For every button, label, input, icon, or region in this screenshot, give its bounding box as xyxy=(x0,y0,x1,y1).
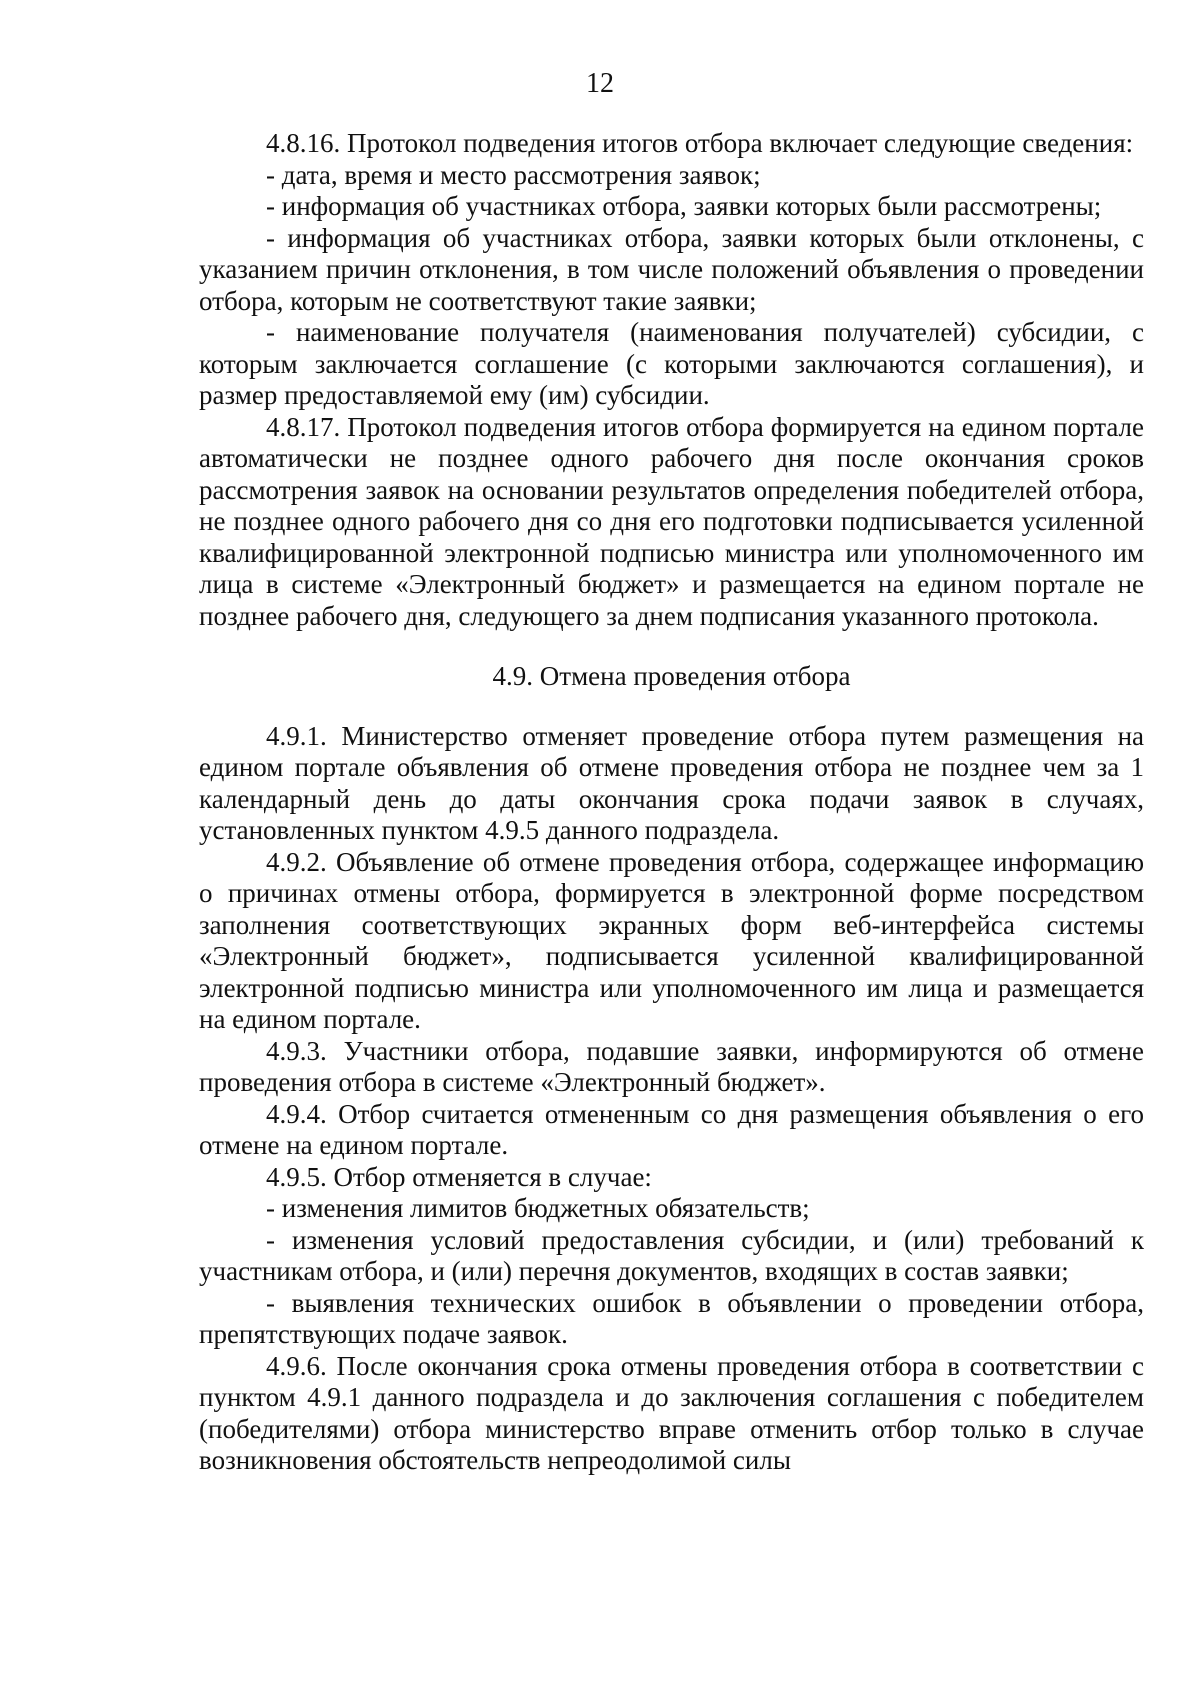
paragraph-4-9-1: 4.9.1. Министерство отменяет проведение отбора путем размещения на едином портале объявления об отмене проведения отбора не позднее чем за 1 календарный день до даты окончания срока подачи заявок в случаях, установленных пунктом 4.9.5 данного подраздела. xyxy=(199,720,1144,845)
document-body xyxy=(199,128,1144,1477)
list-item-recipient-name: - наименование получателя (наименования получателей) субсидии, с которым заключается соглашение (с которыми заключаются соглашения), и размер предоставляемой ему (им) субсидии. xyxy=(199,317,1144,410)
paragraph-4-9-2: 4.9.2. Объявление об отмене проведения отбора, содержащее информацию о причинах отмены отбора, формируется в электронной форме посредством заполнения соответствующих экранных форм веб-интерфейса системы «Электронный бюджет», подписывается усиленной квалифицированной электронной подписью министра или уполномоченного им лица и размещается на едином портале. xyxy=(199,846,1144,1034)
list-item-technical-errors: - выявления технических ошибок в объявлении о проведении отбора, препятствующих подаче заявок. xyxy=(199,1287,1144,1349)
list-item-budget-limits: - изменения лимитов бюджетных обязательств; xyxy=(266,1193,810,1223)
list-item-considered-participants: - информация об участниках отбора, заявки которых были рассмотрены; xyxy=(266,191,1102,221)
paragraph-4-9-3: 4.9.3. Участники отбора, подавшие заявки, информируются об отмене проведения отбора в системе «Электронный бюджет». xyxy=(199,1035,1144,1097)
list-item-rejected-participants: - информация об участниках отбора, заявки которых были отклонены, с указанием причин отклонения, в том числе положений объявления о проведении отбора, которым не соответствуют такие заявки; xyxy=(199,222,1144,316)
list-item-date-time-place: - дата, время и место рассмотрения заявок; xyxy=(266,159,761,190)
list-item-subsidy-conditions: - изменения условий предоставления субсидии, и (или) требований к участникам отбора, и (или) перечня документов, входящих в состав заявки; xyxy=(199,1224,1144,1286)
paragraph-4-8-17: 4.8.17. Протокол подведения итогов отбора формируется на едином портале автоматически не позднее одного рабочего дня после окончания сроков рассмотрения заявок на основании результатов определения победителей отбора, не позднее одного рабочего дня со дня его подготовки подписывается усиленной квалифицированной электронной подписью министра или уполномоченного им лица в системе «Электронный бюджет» и размещается на едином портале не позднее рабочего дня, следующего за днем подписания указанного протокола. xyxy=(199,411,1144,631)
paragraph-4-9-6: 4.9.6. После окончания срока отмены проведения отбора в соответствии с пунктом 4.9.1 данного подраздела и до заключения соглашения с победителем (победителями) отбора министерство вправе отменить отбор только в случае возникновения обстоятельств непреодолимой силы xyxy=(199,1350,1144,1475)
section-heading: 4.9. Отмена проведения отбора xyxy=(492,661,851,691)
paragraph-4-8-16: 4.8.16. Протокол подведения итогов отбора включает следующие сведения: xyxy=(266,128,1134,158)
paragraph-4-9-4: 4.9.4. Отбор считается отмененным со дня размещения объявления о его отмене на едином портале. xyxy=(199,1098,1144,1160)
paragraph-4-9-5: 4.9.5. Отбор отменяется в случае: xyxy=(266,1161,652,1192)
page-number: 12 xyxy=(586,68,614,99)
